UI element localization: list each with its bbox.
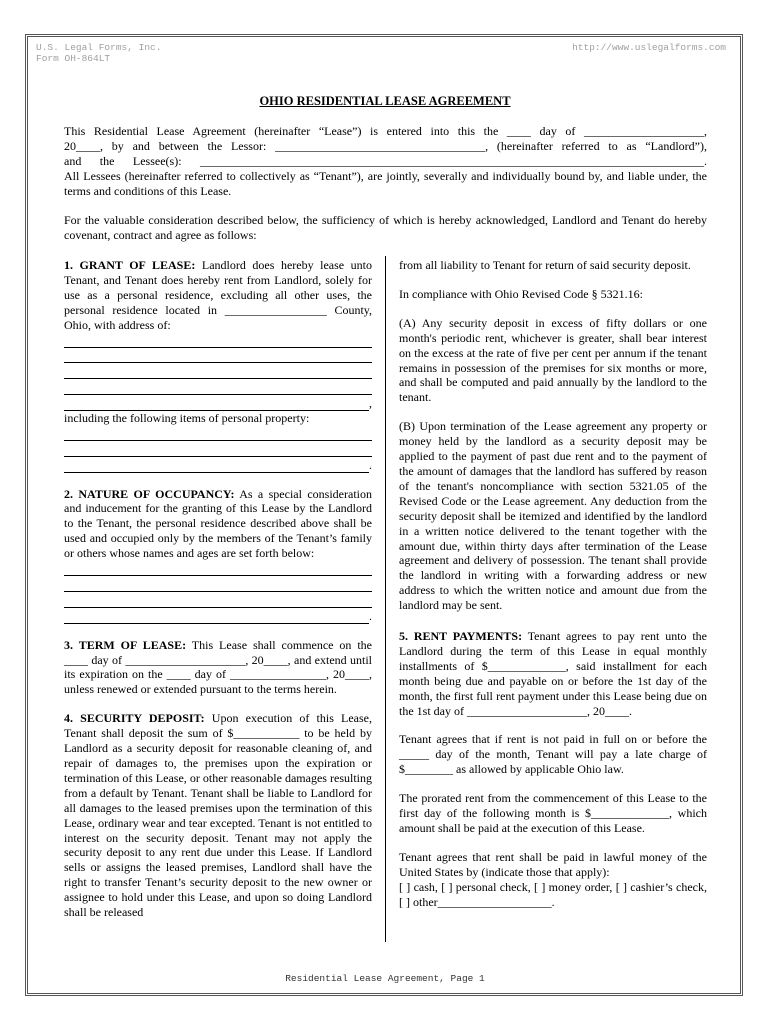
section-4-text: Upon execution of this Lease, Tenant shall deposit the sum of $___________ to be held by Landlord as a security deposit for reasonable cleaning of, and repair of damages to, the premises upon the expiration or termination of this Lease, or other reasonable damages resulting from a default by Tenant. Tenant shall be liable to Landlord for all damages to the leased premises upon the termination of this Lease, ordinary wear and tear excepted. Tenant is not entitled to interest on the security deposit. Tenant may not apply the security deposit to any rent due under this Lease. If Landlord sells or assigns the leased premises, Landlord shall have the right to transfer Tenant’s security deposit to the new owner or assignee to hold under this Lease, and upon so doing Landlord shall be released (64, 711, 373, 920)
occupant-line-4[interactable] (64, 611, 369, 624)
address-line-4[interactable] (64, 380, 372, 395)
intro-line-4: All Lessees (hereinafter referred to collectively as “Tenant”), are jointly, severally and individually bound by, and liable under, the terms and conditions of this Lease. (64, 169, 707, 198)
publisher-name: U.S. Legal Forms, Inc. (36, 42, 162, 53)
address-line-5-row: , (64, 396, 372, 411)
intro-line-3: and the Lessee(s): ____________________________________________________________________________________. (64, 154, 707, 168)
section-4-heading: 4. SECURITY DEPOSIT: (64, 711, 205, 726)
payment-method-options[interactable]: [ ] cash, [ ] personal check, [ ] money order, [ ] cashier’s check, [ ] other___________________. (399, 879, 707, 909)
section-3-text: This Lease shall commence on the ____ day of ____________________, 20____, and extend until its expiration on the ____ day of ________________, 20____, unless renewed or extended pursuant to the terms herein. (64, 637, 372, 697)
column-divider (385, 256, 386, 942)
section-security-deposit (64, 711, 372, 920)
clause-b: (B) Upon termination of the Lease agreement any property or money held by the landlord as a security deposit may be applied to the payment of past due rent and to the payment of the amount of damages that the landlord has suffered by reason of the tenant's noncompliance with section 5321.05 of the Revised Code or the Lease agreement. Any deduction from the security deposit shall be itemized and identified by the landlord in a written notice delivered to the tenant together with the amount due, within thirty days after termination of the Lease agreement and delivery of possession. The tenant shall provide the landlord in writing with a forwarding address or new address to which the written notice and amount due from the landlord may be sent. (399, 419, 707, 613)
section-2-heading: 2. NATURE OF OCCUPANCY: (64, 486, 235, 501)
section-5-text: Tenant agrees to pay rent unto the Landlord during the term of this Lease in equal monthly installments of $_____________, said installment for each month being due and payable on or before the 1st day of the month, the first full rent payment under this Lease being due on the 1st day of ____________________, 20____. (399, 629, 707, 718)
occupant-line-2[interactable] (64, 577, 372, 592)
compliance-statement: In compliance with Ohio Revised Code § 5321.16: (399, 286, 643, 301)
intro-line-2: 20____, by and between the Lessor: ___________________________________, (hereinafter referred to as “Landlord”), (64, 139, 707, 153)
section-rent-payments (399, 629, 707, 718)
address-line-1[interactable] (64, 333, 372, 348)
consideration-paragraph: For the valuable consideration described below, the sufficiency of which is hereby acknowledged, Landlord and Tenant do hereby covenant, contract and agree as follows: (64, 213, 707, 242)
property-line-3[interactable] (64, 460, 369, 473)
property-line-2[interactable] (64, 442, 372, 457)
document-title: OHIO RESIDENTIAL LEASE AGREEMENT (259, 94, 511, 108)
payment-method-paragraph: Tenant agrees that rent shall be paid in lawful money of the United States by (indicate those that apply): (399, 849, 707, 879)
page-footer: Residential Lease Agreement, Page 1 (285, 973, 485, 984)
address-line-3[interactable] (64, 364, 372, 379)
property-line-1[interactable] (64, 426, 372, 441)
section-grant-of-lease (64, 258, 372, 333)
clause-a: (A) Any security deposit in excess of fifty dollars or one month's periodic rent, whichever is greater, shall bear interest on the excess at the rate of five per cent per annum if the tenant remains in possession of the premises for six months or more, and shall be computed and paid annually by the landlord to the tenant. (399, 315, 707, 405)
section-2-text: As a special consideration and inducement for the granting of this Lease by the Landlord to the Tenant, the personal residence described above shall be used and occupied only by the members of the Tenant’s family or others whose names and ages are set forth below: (64, 486, 372, 561)
personal-property-label: including the following items of personal property: (64, 410, 310, 425)
prorated-rent-paragraph: The prorated rent from the commencement of this Lease to the first day of the following month is $_____________, which amount shall be paid at the execution of this Lease. (399, 791, 707, 835)
section-5-heading: 5. RENT PAYMENTS: (399, 629, 523, 644)
intro-paragraph (64, 124, 707, 199)
occupant-line-4-row: . (64, 609, 372, 624)
section-term-of-lease (64, 638, 372, 698)
late-charge-paragraph: Tenant agrees that if rent is not paid in full on or before the _____ day of the month, Tenant will pay a late charge of $________ as allowed by applicable Ohio law. (399, 732, 707, 777)
header-left (36, 42, 161, 64)
occupant-line-1[interactable] (64, 561, 372, 576)
section-nature-of-occupancy (64, 487, 372, 562)
address-line-2[interactable] (64, 348, 372, 363)
occupant-line-3[interactable] (64, 593, 372, 608)
section-1-heading: 1. GRANT OF LEASE: (64, 258, 196, 272)
header-url[interactable]: http://www.uslegalforms.com (572, 42, 726, 53)
left-column (64, 258, 372, 920)
intro-line-1: This Residential Lease Agreement (hereinafter “Lease”) is entered into this the ____ day of ____________________, (64, 124, 707, 138)
security-deposit-continued: from all liability to Tenant for return of said security deposit. (399, 258, 691, 272)
section-1-text: Landlord does hereby lease unto Tenant, and Tenant does hereby rent from Landlord, solely for use as a personal residence, excluding all other uses, the personal residence located in _________________ County, Ohio, with address of: (64, 258, 372, 332)
form-id: Form OH-864LT (36, 53, 111, 64)
right-column (399, 258, 707, 910)
address-line-5[interactable] (64, 398, 369, 411)
section-3-heading: 3. TERM OF LEASE: (64, 637, 187, 652)
property-line-3-row: . (64, 458, 372, 473)
